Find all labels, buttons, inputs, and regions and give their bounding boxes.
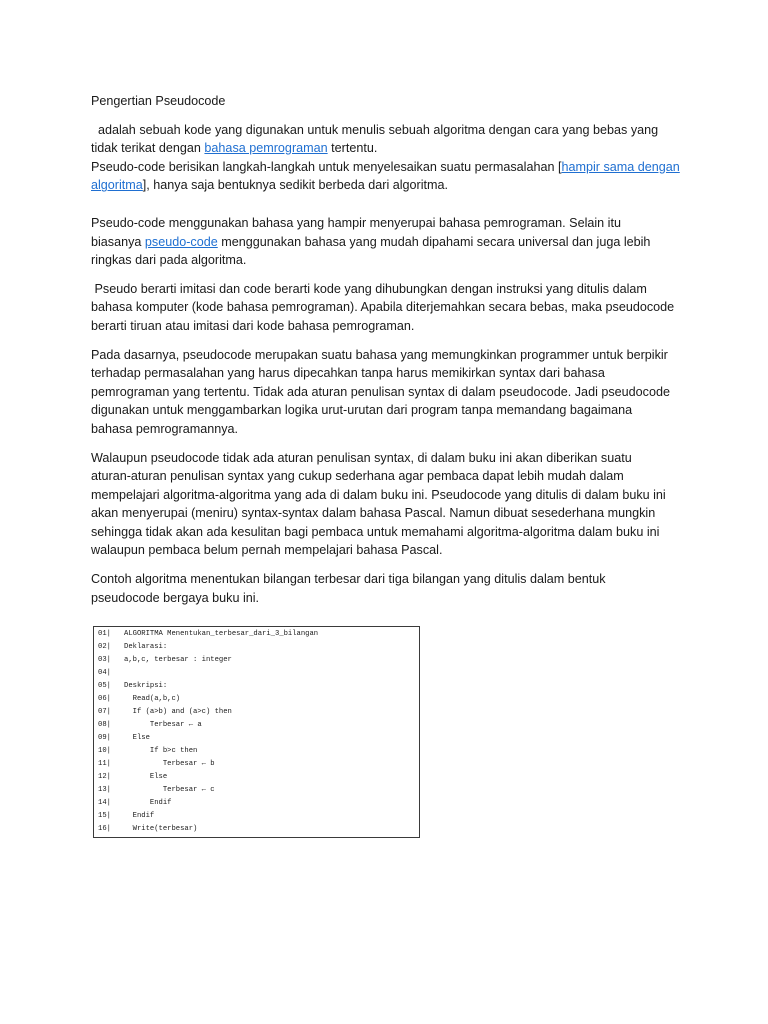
code-text: If b>c then xyxy=(124,747,198,755)
text-line xyxy=(91,176,691,195)
text-line: aturan-aturan penulisan syntax yang cukup sederhana agar pembaca dapat lebih mudah dalam xyxy=(91,469,624,484)
link-algoritma[interactable]: algoritma xyxy=(91,178,143,193)
text-line: Pseudo-code menggunakan bahasa yang hampir menyerupai bahasa pemrograman. Selain itu xyxy=(91,215,621,230)
line-number: 13| xyxy=(98,786,111,794)
text-line: Walaupun pseudocode tidak ada aturan penulisan syntax, di dalam buku ini akan diberikan suatu xyxy=(91,450,632,465)
code-text: Else xyxy=(124,773,168,781)
text-line: bahasa komputer (kode bahasa pemrograman). Apabila diterjemahkan secara bebas, maka pseudocode xyxy=(91,300,675,315)
code-line xyxy=(94,797,419,810)
paragraph-pseudo-meaning xyxy=(91,280,691,336)
code-line xyxy=(94,784,419,797)
code-text: Endif xyxy=(124,799,172,807)
text-span: ], hanya saja bentuknya sedikit berbeda dari algoritma. xyxy=(142,178,449,193)
text-line: berarti tiruan atau imitasi dari kode bahasa pemrograman. xyxy=(91,318,415,333)
text-line: terhadap permasalahan yang harus dipecahkan tanpa harus memikirkan syntax dari bahasa xyxy=(91,366,605,381)
line-number: 11| xyxy=(98,760,111,768)
code-text: Write(terbesar) xyxy=(124,825,198,833)
line-number: 03| xyxy=(98,656,111,664)
paragraph-definition xyxy=(91,121,691,195)
text-line: akan menyerupai (meniru) syntax-syntax dalam bahasa Pascal. Namun dibuat sesederhana mungkin xyxy=(91,506,656,521)
text-line: mempelajari algoritma-algoritma yang ada di dalam buku ini. Pseudocode yang ditulis di dalam buku ini xyxy=(91,487,666,502)
line-number: 06| xyxy=(98,695,111,703)
code-text: Deskripsi: xyxy=(124,682,168,690)
code-line xyxy=(94,810,419,823)
link-pseudo-code[interactable]: pseudo-code xyxy=(144,234,218,249)
code-line xyxy=(94,641,419,654)
code-line xyxy=(94,758,419,771)
code-text: Terbesar ← b xyxy=(124,760,215,768)
line-number: 12| xyxy=(98,773,111,781)
code-line xyxy=(94,628,419,641)
code-line xyxy=(94,745,419,758)
text-span: tidak terikat dengan xyxy=(91,141,205,156)
link-hampir-sama-dengan[interactable]: hampir sama dengan xyxy=(561,159,680,174)
pseudocode-listing xyxy=(93,626,420,838)
text-line: pseudocode bergaya buku ini. xyxy=(91,590,260,605)
code-text: a,b,c, terbesar : integer xyxy=(124,656,232,664)
text-span: menggunakan bahasa yang mudah dipahami secara universal dan juga lebih xyxy=(217,234,651,249)
line-number: 10| xyxy=(98,747,111,755)
text-span: Pseudo-code berisikan langkah-langkah untuk menyelesaikan suatu permasalahan [ xyxy=(91,159,562,174)
code-text: Terbesar ← a xyxy=(124,721,202,729)
text-line: bahasa pemrogramannya. xyxy=(91,421,239,436)
line-number: 15| xyxy=(98,812,111,820)
text-line xyxy=(91,158,691,177)
paragraph-contoh xyxy=(91,570,691,607)
line-number: 04| xyxy=(98,669,111,677)
text-line: Pada dasarnya, pseudocode merupakan suatu bahasa yang memungkinkan programmer untuk berpikir xyxy=(91,347,668,362)
code-text: Endif xyxy=(124,812,155,820)
text-line: ringkas dari pada algoritma. xyxy=(91,253,247,268)
text-span: biasanya xyxy=(91,234,145,249)
text-line: Contoh algoritma menentukan bilangan terbesar dari tiga bilangan yang ditulis dalam bentuk xyxy=(91,572,606,587)
paragraph-pseudo-code xyxy=(91,214,691,270)
code-line xyxy=(94,680,419,693)
line-number: 14| xyxy=(98,799,111,807)
line-number: 02| xyxy=(98,643,111,651)
code-text: Terbesar ← c xyxy=(124,786,215,794)
line-number: 16| xyxy=(98,825,111,833)
line-number: 08| xyxy=(98,721,111,729)
page-title: Pengertian Pseudocode xyxy=(91,94,226,108)
paragraph-dasarnya xyxy=(91,346,691,439)
text-line: digunakan untuk menggambarkan logika urut-urutan dari program tanpa memandang bagaimana xyxy=(91,403,633,418)
text-line: pemrograman yang tertentu. Tidak ada aturan penulisan syntax di dalam pseudocode. Jadi pseudocode xyxy=(91,384,670,399)
code-text: Read(a,b,c) xyxy=(124,695,181,703)
code-line xyxy=(94,823,419,836)
line-number: 07| xyxy=(98,708,111,716)
paragraph-walaupun xyxy=(91,449,691,561)
code-text: If (a>b) and (a>c) then xyxy=(124,708,232,716)
line-number: 01| xyxy=(98,630,111,638)
text-line: walaupun pembaca belum pernah mempelajari bahasa Pascal. xyxy=(91,543,443,558)
text-line: adalah sebuah kode yang digunakan untuk menulis sebuah algoritma dengan cara yang bebas yang xyxy=(91,122,659,137)
code-text: ALGORITMA Menentukan_terbesar_dari_3_bilangan xyxy=(124,630,319,638)
text-line: Pseudo berarti imitasi dan code berarti kode yang dihubungkan dengan instruksi yang ditulis dalam xyxy=(91,281,647,296)
code-line xyxy=(94,693,419,706)
code-line xyxy=(94,771,419,784)
code-text: Deklarasi: xyxy=(124,643,168,651)
text-line: sehingga tidak akan ada kesulitan bagi pembaca untuk memahami algoritma-algoritma dalam buku ini xyxy=(91,524,660,539)
document-body xyxy=(91,92,691,607)
code-line xyxy=(94,654,419,667)
code-line xyxy=(94,706,419,719)
code-line xyxy=(94,667,419,680)
code-line xyxy=(94,719,419,732)
line-number: 09| xyxy=(98,734,111,742)
link-bahasa-pemrograman[interactable]: bahasa pemrograman xyxy=(204,141,328,156)
text-line xyxy=(91,139,691,158)
code-text: Else xyxy=(124,734,150,742)
line-number: 05| xyxy=(98,682,111,690)
text-line xyxy=(91,233,691,252)
code-line xyxy=(94,732,419,745)
text-span: tertentu. xyxy=(327,141,378,156)
